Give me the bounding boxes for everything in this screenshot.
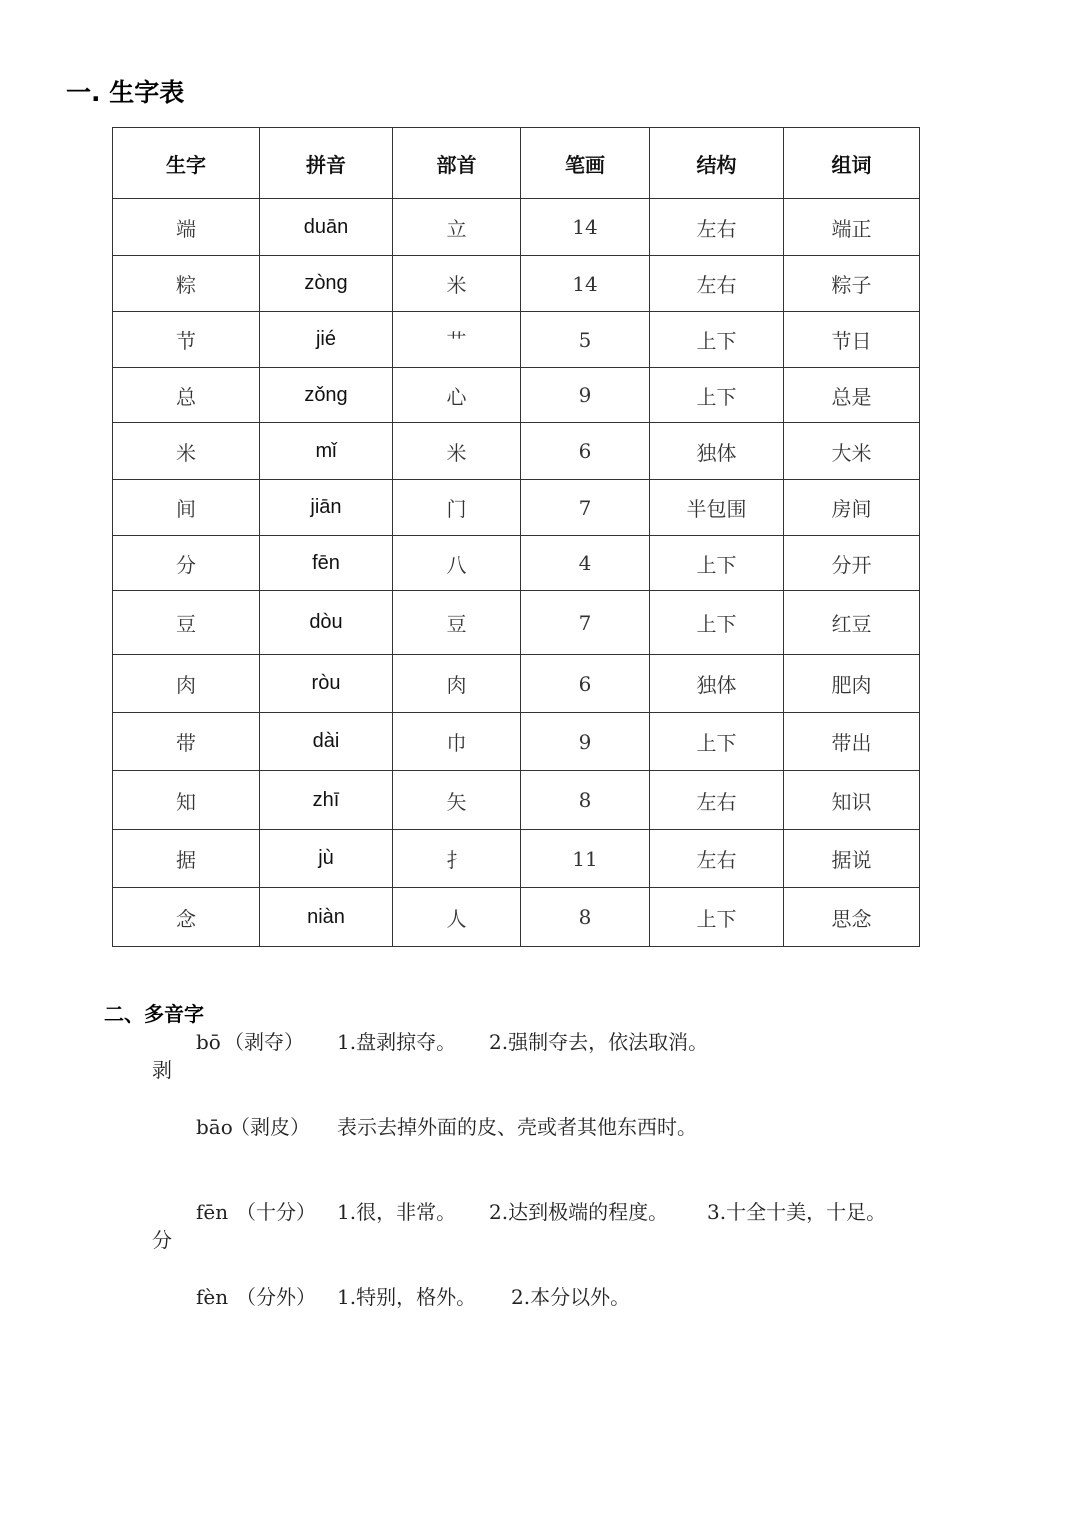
cell-structure: 上下 [650, 713, 784, 771]
reading-word: （分外） [236, 1285, 316, 1309]
cell-radical: 肉 [393, 655, 521, 713]
reading-meaning: 1.很，非常。 [337, 1200, 457, 1224]
table-row [113, 591, 920, 655]
cell-strokes: 5 [521, 312, 650, 368]
cell-radical: 立 [393, 199, 521, 256]
header-pinyin: 拼音 [260, 128, 393, 199]
table-row [113, 423, 920, 480]
cell-pinyin: jiān [260, 480, 393, 536]
table-row [113, 771, 920, 830]
table-row [113, 536, 920, 591]
header-strokes: 笔画 [521, 128, 650, 199]
cell-pinyin: dài [260, 713, 393, 771]
cell-character: 分 [113, 536, 260, 591]
reading-meaning: 3.十全十美，十足。 [707, 1200, 887, 1224]
cell-character: 粽 [113, 256, 260, 312]
cell-character: 节 [113, 312, 260, 368]
cell-pinyin: fēn [260, 536, 393, 591]
cell-structure: 上下 [650, 888, 784, 947]
cell-pinyin: dòu [260, 591, 393, 655]
cell-strokes: 14 [521, 199, 650, 256]
reading-meaning: 1.特别，格外。 [337, 1285, 477, 1309]
cell-radical: 米 [393, 256, 521, 312]
table-row [113, 312, 920, 368]
reading-meaning: 表示去掉外面的皮、壳或者其他东西时。 [337, 1115, 697, 1139]
cell-strokes: 11 [521, 830, 650, 888]
cell-words: 大米 [784, 423, 920, 480]
reading-pinyin: bō [196, 1030, 221, 1054]
cell-radical: 米 [393, 423, 521, 480]
cell-strokes: 9 [521, 713, 650, 771]
cell-strokes: 4 [521, 536, 650, 591]
cell-character: 带 [113, 713, 260, 771]
reading-word: （十分） [236, 1200, 316, 1224]
header-radical: 部首 [393, 128, 521, 199]
reading-pinyin: fēn [196, 1200, 229, 1224]
cell-radical: 艹 [393, 312, 521, 368]
table-row [113, 888, 920, 947]
reading-word: （剥皮） [230, 1115, 310, 1139]
cell-radical: 扌 [393, 830, 521, 888]
cell-radical: 人 [393, 888, 521, 947]
polyphonic-character: 分 [152, 1228, 172, 1252]
reading-meaning: 2.本分以外。 [511, 1285, 631, 1309]
table-row [113, 256, 920, 312]
table-row [113, 655, 920, 713]
cell-character: 念 [113, 888, 260, 947]
cell-words: 据说 [784, 830, 920, 888]
table-row [113, 368, 920, 423]
reading-pinyin: bāo [196, 1115, 233, 1139]
cell-structure: 半包围 [650, 480, 784, 536]
cell-pinyin: zhī [260, 771, 393, 830]
cell-strokes: 6 [521, 655, 650, 713]
cell-words: 粽子 [784, 256, 920, 312]
cell-strokes: 14 [521, 256, 650, 312]
header-character: 生字 [113, 128, 260, 199]
cell-pinyin: jù [260, 830, 393, 888]
reading-meaning: 2.强制夺去，依法取消。 [489, 1030, 709, 1054]
cell-structure: 左右 [650, 199, 784, 256]
cell-words: 肥肉 [784, 655, 920, 713]
cell-structure: 左右 [650, 830, 784, 888]
table-row [113, 199, 920, 256]
cell-character: 知 [113, 771, 260, 830]
cell-structure: 上下 [650, 536, 784, 591]
cell-radical: 矢 [393, 771, 521, 830]
cell-structure: 左右 [650, 256, 784, 312]
section-1-title: 一. 生字表 [66, 78, 185, 107]
cell-pinyin: duān [260, 199, 393, 256]
cell-character: 间 [113, 480, 260, 536]
polyphonic-character: 剥 [152, 1058, 172, 1082]
cell-words: 分开 [784, 536, 920, 591]
cell-words: 思念 [784, 888, 920, 947]
reading-meaning: 1.盘剥掠夺。 [337, 1030, 457, 1054]
cell-words: 总是 [784, 368, 920, 423]
table-row [113, 830, 920, 888]
cell-pinyin: jié [260, 312, 393, 368]
reading-pinyin: fèn [196, 1285, 229, 1309]
cell-words: 节日 [784, 312, 920, 368]
cell-structure: 独体 [650, 423, 784, 480]
table-row [113, 713, 920, 771]
cell-character: 豆 [113, 591, 260, 655]
cell-structure: 独体 [650, 655, 784, 713]
cell-strokes: 8 [521, 888, 650, 947]
character-table [112, 127, 920, 947]
cell-pinyin: zòng [260, 256, 393, 312]
cell-words: 带出 [784, 713, 920, 771]
cell-pinyin: zǒng [260, 368, 393, 423]
reading-word: （剥夺） [224, 1030, 304, 1054]
cell-character: 米 [113, 423, 260, 480]
table-row [113, 480, 920, 536]
header-structure: 结构 [650, 128, 784, 199]
cell-words: 端正 [784, 199, 920, 256]
cell-radical: 豆 [393, 591, 521, 655]
section-2-title: 二、多音字 [104, 1002, 204, 1026]
cell-words: 房间 [784, 480, 920, 536]
cell-structure: 上下 [650, 368, 784, 423]
cell-character: 据 [113, 830, 260, 888]
cell-character: 端 [113, 199, 260, 256]
reading-meaning: 2.达到极端的程度。 [489, 1200, 669, 1224]
cell-radical: 巾 [393, 713, 521, 771]
cell-strokes: 6 [521, 423, 650, 480]
cell-character: 总 [113, 368, 260, 423]
cell-pinyin: mǐ [260, 423, 393, 480]
cell-strokes: 8 [521, 771, 650, 830]
cell-structure: 上下 [650, 591, 784, 655]
cell-character: 肉 [113, 655, 260, 713]
cell-strokes: 9 [521, 368, 650, 423]
cell-pinyin: niàn [260, 888, 393, 947]
cell-structure: 左右 [650, 771, 784, 830]
table-header-row [113, 128, 920, 199]
cell-radical: 八 [393, 536, 521, 591]
cell-strokes: 7 [521, 480, 650, 536]
header-words: 组词 [784, 128, 920, 199]
cell-structure: 上下 [650, 312, 784, 368]
cell-radical: 门 [393, 480, 521, 536]
cell-words: 知识 [784, 771, 920, 830]
cell-radical: 心 [393, 368, 521, 423]
cell-strokes: 7 [521, 591, 650, 655]
cell-words: 红豆 [784, 591, 920, 655]
cell-pinyin: ròu [260, 655, 393, 713]
